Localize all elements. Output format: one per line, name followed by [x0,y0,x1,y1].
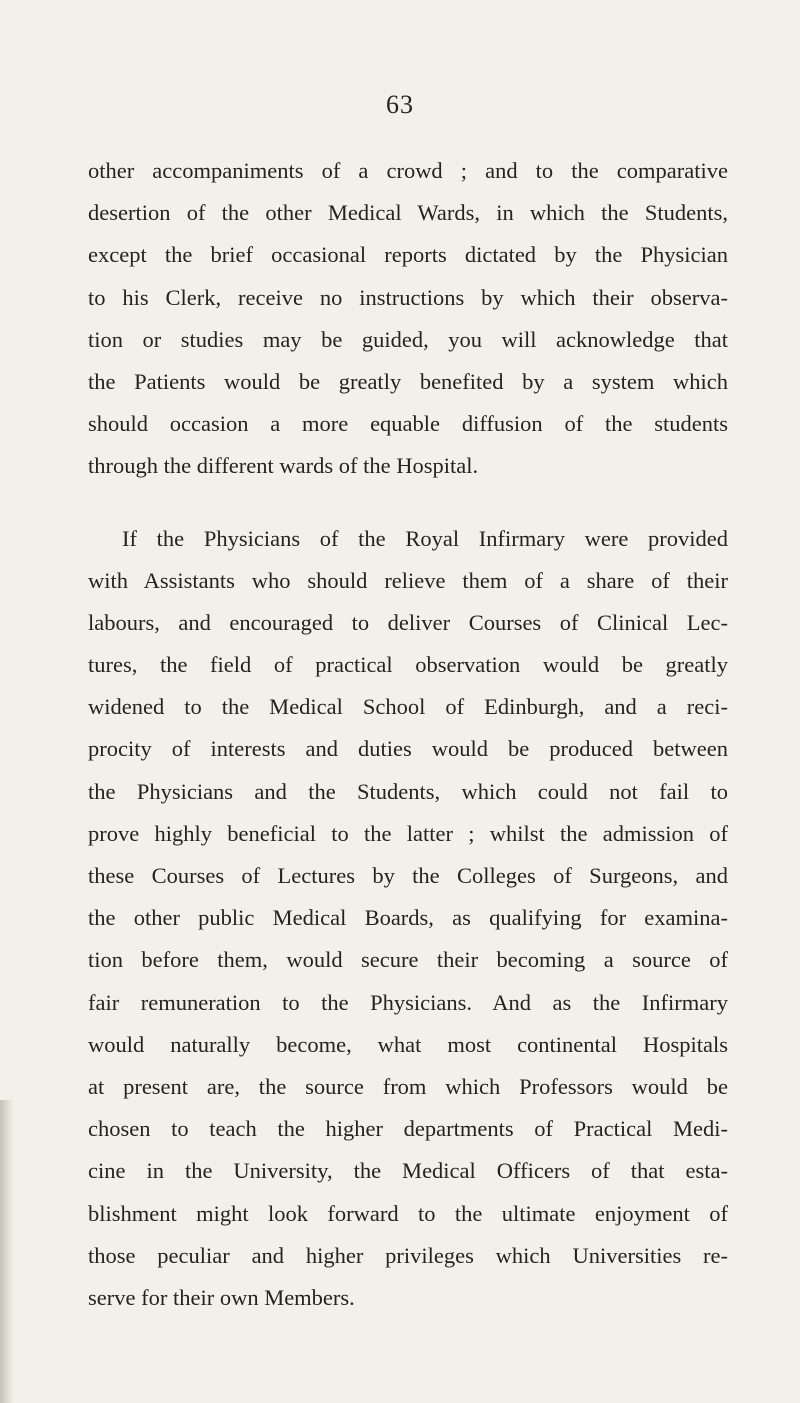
text-line: other accompaniments of a crowd ; and to the comparative [88,158,728,183]
text-line: If the Physicians of the Royal Infirmary were provided [122,525,728,551]
paragraph-1 [88,154,728,492]
text-line: those peculiar and higher privileges which Universities re- [88,1242,728,1268]
text-line: these Courses of Lectures by the Colleges of Surgeons, and [88,863,728,888]
text-line: labours, and encouraged to deliver Courses of Clinical Lec- [88,609,728,635]
paragraph-spacer [88,492,728,522]
text-line: chosen to teach the higher departments of Practical Medi- [88,1116,728,1142]
text-line: tion before them, would secure their becoming a source of [88,947,728,973]
page-number: 63 [386,90,414,119]
text-line: the Physicians and the Students, which could not fail to [88,778,728,804]
text-line: to his Clerk, receive no instructions by which their observa- [88,284,728,310]
text-line: tures, the field of practical observation would be greatly [88,652,728,678]
text-line: procity of interests and duties would be produced between [88,736,728,762]
text-line: blishment might look forward to the ultimate enjoyment of [88,1200,728,1226]
text-line: except the brief occasional reports dictated by the Physician [88,242,728,268]
text-line: the Patients would be greatly benefited by a system which [88,368,728,394]
text-line: should occasion a more equable diffusion of the students [88,411,728,437]
paragraph-2 [88,522,728,1324]
text-line: with Assistants who should relieve them of a share of their [88,567,728,593]
text-line: fair remuneration to the Physicians. And as the Infirmary [88,989,728,1015]
text-line: serve for their own Members. [88,1284,355,1310]
text-line: cine in the University, the Medical Officers of that esta- [88,1158,728,1184]
text-line: prove highly beneficial to the latter ; whilst the admission of [88,820,728,846]
body-text [88,154,728,1323]
text-line: tion or studies may be guided, you will acknowledge that [88,326,728,352]
text-line: at present are, the source from which Professors would be [88,1073,728,1099]
page-edge-shadow [0,1100,14,1403]
text-line: widened to the Medical School of Edinburgh, and a reci- [88,694,728,720]
text-line: would naturally become, what most continental Hospitals [88,1031,728,1057]
text-line: through the different wards of the Hospital. [88,453,479,479]
text-line: desertion of the other Medical Wards, in which the Students, [88,200,728,226]
text-line: the other public Medical Boards, as qualifying for examina- [88,905,728,931]
